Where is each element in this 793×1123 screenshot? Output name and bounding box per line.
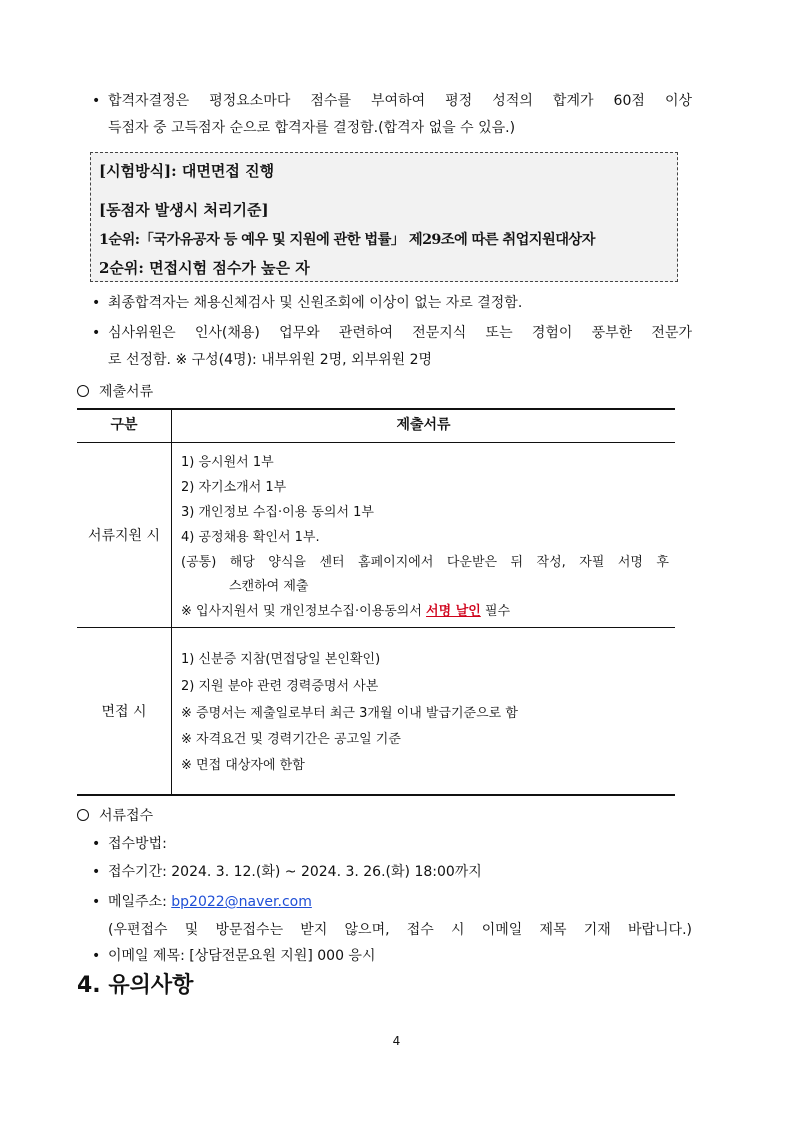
bullet-email-subject	[92, 943, 692, 970]
tie-title: [동점자 발생시 처리기준]	[99, 201, 269, 219]
interview-item-1: 1) 신분증 지참(면접당일 본인확인)	[181, 652, 381, 667]
bullet-receipt-mail	[92, 889, 692, 916]
receipt-mail-note-row	[92, 917, 692, 944]
bullet-dot: •	[92, 894, 101, 910]
receipt-mail: 메일주소: bp2022@naver.com	[108, 894, 312, 910]
doc-item-4: 4) 공정채용 확인서 1부.	[181, 530, 320, 545]
doc-common-note-cont: 스캔하여 제출	[229, 579, 309, 594]
final-pass-text: 최종합격자는 채용신체검사 및 신원조회에 이상이 없는 자로 결정함.	[108, 295, 523, 311]
exam-method-box	[90, 152, 678, 282]
page-number: 4	[392, 1034, 401, 1048]
bullet-dot: •	[92, 836, 101, 852]
section-documents	[77, 381, 153, 401]
bullet-pass-decision	[92, 88, 692, 142]
bullet-dot: •	[92, 948, 101, 964]
bullet-dot: •	[92, 295, 101, 311]
section-heading-notes: 4. 유의사항	[77, 973, 194, 998]
table-header-border	[77, 442, 675, 443]
pass-decision-line1: 합격자결정은 평정요소마다 점수를 부여하여 평정 성적의 합계가 60점 이상	[108, 93, 692, 109]
interview-note-2: ※ 자격요건 및 경력기간은 공고일 기준	[181, 732, 401, 747]
bullet-receipt-method	[92, 831, 692, 858]
interview-note-1: ※ 증명서는 제출일로부터 최근 3개월 이내 발급기준으로 함	[181, 706, 518, 721]
reviewers-line1: 심사위원은 인사(채용) 업무와 관련하여 전문지식 또는 경험이 풍부한 전문가	[108, 325, 692, 341]
circle-icon	[77, 385, 89, 397]
section-documents-label: 제출서류	[99, 384, 154, 400]
bullet-dot: •	[92, 93, 101, 109]
interview-note-3: ※ 면접 대상자에 한함	[181, 758, 305, 773]
bullet-final-pass	[92, 290, 692, 317]
row-label-document-apply: 서류지원 시	[87, 528, 161, 544]
bullet-dot: •	[92, 325, 101, 341]
doc-item-3: 3) 개인정보 수집·이용 동의서 1부	[181, 505, 374, 520]
interview-item-2: 2) 지원 분야 관련 경력증명서 사본	[181, 679, 379, 694]
section-receipt-label: 서류접수	[99, 808, 154, 824]
email-subject: 이메일 제목: [상담전문요원 지원] 000 응시	[108, 948, 376, 964]
signature-required-highlight: 서명 날인	[426, 604, 481, 619]
bullet-dot: •	[92, 864, 101, 880]
table-column-divider	[171, 408, 172, 796]
documents-table	[77, 408, 675, 796]
doc-signature-note: ※ 입사지원서 및 개인정보수집·이용동의서 서명 날인 필수	[181, 604, 511, 619]
doc-common-note: (공통) 해당 양식을 센터 홈페이지에서 다운받은 뒤 작성, 자필 서명 후	[181, 555, 669, 570]
table-bottom-border	[77, 794, 675, 796]
header-documents: 제출서류	[396, 417, 451, 433]
header-category: 구분	[110, 417, 138, 433]
tie-rank1: 1순위:「국가유공자 등 예우 및 지원에 관한 법률」 제29조에 따른 취업지원대상자	[99, 232, 595, 248]
exam-method: [시험방식]: 대면면접 진행	[99, 162, 275, 180]
bullet-receipt-period	[92, 859, 692, 886]
bullet-reviewers	[92, 320, 692, 374]
receipt-method: 접수방법:	[108, 836, 167, 852]
receipt-period: 접수기간: 2024. 3. 12.(화) ~ 2024. 3. 26.(화) 18:00까지	[108, 864, 482, 880]
section-receipt	[77, 805, 153, 825]
receipt-mail-note: (우편접수 및 방문접수는 받지 않으며, 접수 시 이메일 제목 기재 바랍니다.)	[108, 922, 692, 938]
table-row-divider	[77, 627, 675, 628]
doc-item-1: 1) 응시원서 1부	[181, 455, 274, 470]
tie-rank2: 2순위: 면접시험 점수가 높은 자	[99, 259, 310, 277]
pass-decision-line2: 득점자 중 고득점자 순으로 합격자를 결정함.(합격자 없을 수 있음.)	[108, 120, 516, 136]
email-link[interactable]: bp2022@naver.com	[171, 894, 312, 910]
row-label-interview: 면접 시	[101, 704, 147, 720]
row-document-apply-content	[181, 448, 669, 626]
circle-icon	[77, 809, 89, 821]
reviewers-line2: 로 선정함. ※ 구성(4명): 내부위원 2명, 외부위원 2명	[108, 352, 433, 368]
row-interview-content	[181, 634, 669, 784]
doc-item-2: 2) 자기소개서 1부	[181, 480, 287, 495]
